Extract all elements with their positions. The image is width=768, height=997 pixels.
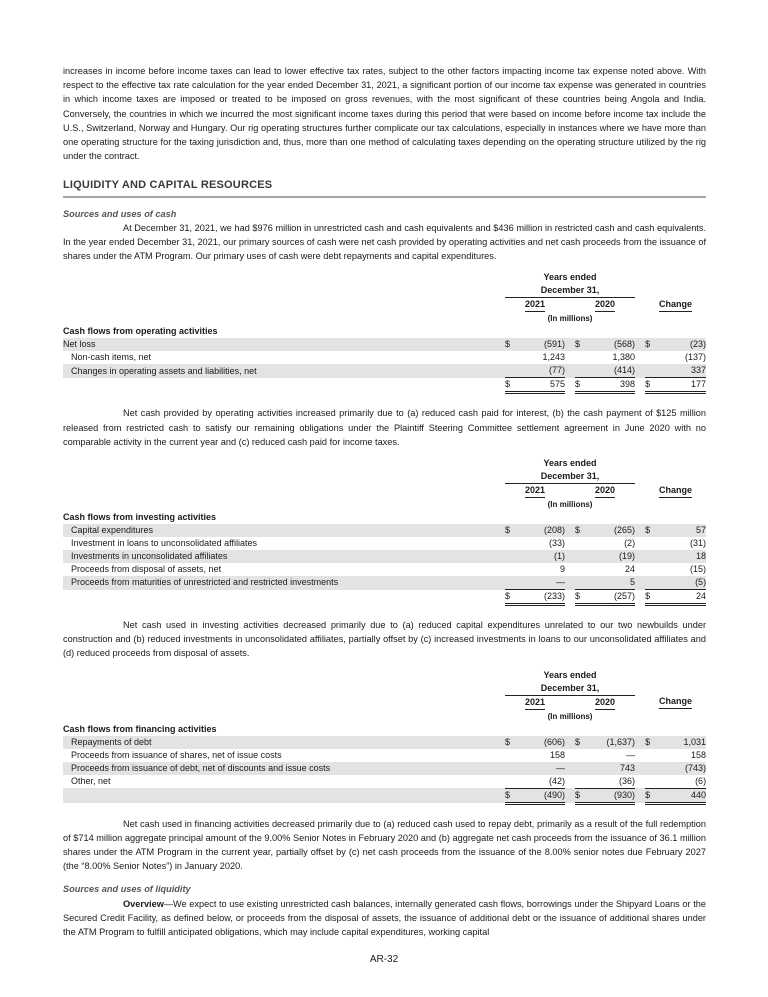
currency-symbol xyxy=(505,550,515,563)
cell-value: (591) xyxy=(515,338,565,351)
currency-symbol: $ xyxy=(505,736,515,749)
total-row xyxy=(63,590,706,605)
row-label: Proceeds from disposal of assets, net xyxy=(71,564,222,575)
operating-paragraph: Net cash provided by operating activities increased primarily due to (a) reduced cash paid for interest, (b) the cash payment of $125 million released from restricted cash to satisfy our remaining obligations under the Plaintiff Steering Committee settlement agreement in June 2020 with no comparable activity in the current year and (c) reduced cash paid for income taxes. xyxy=(63,408,706,447)
row-label: Proceeds from issuance of shares, net of issue costs xyxy=(71,749,282,760)
cell-value: — xyxy=(626,749,636,760)
currency-symbol xyxy=(575,364,585,378)
currency-symbol xyxy=(575,351,585,364)
cell-value: 1,031 xyxy=(655,736,706,749)
currency-symbol xyxy=(575,749,585,762)
row-label: Non-cash items, net xyxy=(71,352,152,363)
total-value: 177 xyxy=(655,378,706,393)
currency-symbol xyxy=(575,550,585,563)
table-row xyxy=(63,576,706,590)
cell-value: (743) xyxy=(655,762,706,775)
in-millions-label: (In millions) xyxy=(547,500,593,510)
year-2020-header: 2020 xyxy=(595,298,615,312)
year-2021-header: 2021 xyxy=(525,298,545,312)
cell-value: 158 xyxy=(549,749,565,760)
currency-symbol: $ xyxy=(645,736,655,749)
financing-cash-flow-table xyxy=(63,669,706,805)
cell-value: (42) xyxy=(548,775,565,786)
currency-symbol xyxy=(505,351,515,364)
currency-symbol: $ xyxy=(505,378,515,393)
years-ended-label: Years ended xyxy=(543,458,597,469)
financing-paragraph: Net cash used in financing activities decreased primarily due to (a) reduced cash used to repay debt, primarily as a result of the full redemption of $714 million aggregate principal amount of the 9.00% Senior Notes in February 2020 and (b) aggregate net cash proceeds from the issuance of 36.1 million shares under the ATM Program in the current year, partially offset by (c) net cash proceeds from the issuance of the 8.00% senior notes due February 2027 (the “8.00% Senior Notes”) in January 2020. xyxy=(63,818,706,872)
currency-symbol xyxy=(645,364,655,378)
table-row xyxy=(63,762,706,775)
table-row xyxy=(63,749,706,762)
currency-symbol: $ xyxy=(505,590,515,605)
december-label: December 31, xyxy=(505,682,635,696)
total-value: 398 xyxy=(585,378,635,393)
currency-symbol xyxy=(575,775,585,789)
cell-value: 1,243 xyxy=(542,352,565,363)
cell-value: — xyxy=(515,762,565,775)
in-millions-label: (In millions) xyxy=(547,314,593,324)
sources-cash-paragraph: At December 31, 2021, we had $976 million in unrestricted cash and cash equivalents and $436 million in restricted cash and cash equivalents. In the year ended December 31, 2021, our primary sources of cash were net cash provided by operating activities and net cash proceeds from the issuance of shares under the ATM Program. Our primary uses of cash were debt repayments and capital expenditures. xyxy=(63,222,706,262)
row-label: Proceeds from issuance of debt, net of discounts and issue costs xyxy=(63,762,505,775)
cell-value: (15) xyxy=(690,564,707,575)
currency-symbol xyxy=(575,537,585,550)
year-2021-header: 2021 xyxy=(525,484,545,498)
year-2020-header: 2020 xyxy=(595,484,615,498)
cell-value: — xyxy=(515,576,565,590)
currency-symbol: $ xyxy=(505,338,515,351)
change-header: Change xyxy=(659,298,692,312)
cell-value: (1) xyxy=(515,550,565,563)
year-2021-header: 2021 xyxy=(525,696,545,710)
sources-cash-heading: Sources and uses of cash xyxy=(63,208,177,219)
overview-text: —We expect to use existing unrestricted cash balances, internally generated cash flows, borrowings under the Shipyard Loans or the Secured Credit Facility, as defined below, or proceeds from the disposal of assets, the issuance of additional debt or the issuance of additional shares under the ATM Program to fulfill anticipated obligations, which may include capital expenditures, working capital xyxy=(63,898,706,938)
table-row xyxy=(63,550,706,563)
cell-value: (568) xyxy=(585,338,635,351)
row-label: Investment in loans to unconsolidated affiliates xyxy=(71,538,257,549)
operating-cash-flow-table xyxy=(63,271,706,394)
currency-symbol: $ xyxy=(575,378,585,393)
row-label: Other, net xyxy=(71,775,111,786)
table-row xyxy=(63,736,706,749)
total-row xyxy=(63,788,706,803)
currency-symbol xyxy=(575,762,585,775)
currency-symbol: $ xyxy=(575,788,585,803)
operating-section-title: Cash flows from operating activities xyxy=(63,326,218,337)
cell-value: 337 xyxy=(655,364,706,378)
total-value: (233) xyxy=(515,590,565,605)
cell-value: (23) xyxy=(655,338,706,351)
cell-value: (2) xyxy=(624,538,636,549)
total-value: (930) xyxy=(585,788,635,803)
table-row xyxy=(63,338,706,351)
currency-symbol xyxy=(505,749,515,762)
table-row xyxy=(63,775,706,789)
table-row xyxy=(63,351,706,364)
cell-value: 158 xyxy=(691,749,707,760)
december-label: December 31, xyxy=(505,284,635,298)
cell-value: (5) xyxy=(655,576,706,590)
row-label: Proceeds from maturities of unrestricted and restricted investments xyxy=(63,576,505,590)
total-value: 24 xyxy=(655,590,706,605)
currency-symbol xyxy=(645,563,655,576)
currency-symbol: $ xyxy=(575,736,585,749)
currency-symbol: $ xyxy=(505,524,515,537)
row-label: Investments in unconsolidated affiliates xyxy=(63,550,505,563)
currency-symbol xyxy=(575,563,585,576)
document-page xyxy=(63,64,706,939)
cell-value: (414) xyxy=(585,364,635,378)
currency-symbol: $ xyxy=(645,338,655,351)
change-header: Change xyxy=(659,484,692,498)
currency-symbol xyxy=(645,762,655,775)
year-2020-header: 2020 xyxy=(595,696,615,710)
cell-value: (265) xyxy=(585,524,635,537)
page-number: AR-32 xyxy=(369,954,399,965)
currency-symbol: $ xyxy=(575,524,585,537)
years-ended-label: Years ended xyxy=(543,272,597,283)
cell-value: (606) xyxy=(515,736,565,749)
total-value: (490) xyxy=(515,788,565,803)
currency-symbol xyxy=(505,364,515,378)
december-label: December 31, xyxy=(505,470,635,484)
currency-symbol xyxy=(505,576,515,590)
cell-value: (31) xyxy=(690,538,707,549)
table-row xyxy=(63,524,706,537)
row-label: Net loss xyxy=(63,338,505,351)
cell-value: (36) xyxy=(619,775,636,786)
total-value: 575 xyxy=(515,378,565,393)
currency-symbol: $ xyxy=(645,378,655,393)
liquidity-overview-paragraph xyxy=(63,897,706,940)
cell-value: (1,637) xyxy=(585,736,635,749)
overview-label: Overview xyxy=(123,898,164,909)
total-value: (257) xyxy=(585,590,635,605)
currency-symbol xyxy=(575,576,585,590)
currency-symbol: $ xyxy=(505,788,515,803)
total-value: 440 xyxy=(655,788,706,803)
currency-symbol xyxy=(505,537,515,550)
cell-value: 24 xyxy=(625,564,636,575)
currency-symbol: $ xyxy=(575,338,585,351)
currency-symbol: $ xyxy=(645,788,655,803)
cell-value: (6) xyxy=(695,775,707,786)
cell-value: 18 xyxy=(655,550,706,563)
intro-paragraph: increases in income before income taxes can lead to lower effective tax rates, subject to the other factors impacting income tax expense noted above. With respect to the effective tax rate calculation for the year ended December 31, 2021, a significant portion of our income tax expense was generated in countries in which income taxes are imposed or treated to be imposed on gross revenues, with the most significant of these countries being Angola and India. Conversely, the countries in which we incurred the most significant income taxes during this period that were based on income before income tax include the U.S., Switzerland, Norway and Hungary. Our rig operating structures further complicate our tax calculations, especially in instances where we have more than one operating structure for the taxing jurisdiction and, thus, more than one method of calculating taxes depending on the operating structure utilized by the rig under the contract. xyxy=(63,66,706,162)
financing-header xyxy=(63,669,706,723)
investing-paragraph: Net cash used in investing activities decreased primarily due to (a) reduced capital expenditures unrelated to our two newbuilds under construction and (b) reduced investments in unconsolidated affiliates, partially offset by (c) increased investments in loans to our unconsolidated affiliates and (d) reduced proceeds from disposal of assets. xyxy=(63,620,706,659)
currency-symbol xyxy=(645,576,655,590)
financing-section-title: Cash flows from financing activities xyxy=(63,723,217,734)
years-ended-label: Years ended xyxy=(543,669,597,680)
total-row xyxy=(63,378,706,393)
currency-symbol xyxy=(645,749,655,762)
investing-cash-flow-table xyxy=(63,457,706,606)
currency-symbol xyxy=(505,563,515,576)
investing-header xyxy=(63,457,706,511)
cell-value: 9 xyxy=(559,564,565,575)
currency-symbol xyxy=(505,762,515,775)
currency-symbol: $ xyxy=(645,590,655,605)
table-row xyxy=(63,563,706,576)
cell-value: (208) xyxy=(515,524,565,537)
currency-symbol xyxy=(645,775,655,789)
currency-symbol xyxy=(645,537,655,550)
cell-value: 5 xyxy=(585,576,635,590)
cell-value: (137) xyxy=(685,352,707,363)
change-header: Change xyxy=(659,695,692,709)
currency-symbol xyxy=(645,550,655,563)
section-title: LIQUIDITY AND CAPITAL RESOURCES xyxy=(63,178,706,197)
currency-symbol: $ xyxy=(645,524,655,537)
cell-value: 1,380 xyxy=(612,352,636,363)
currency-symbol xyxy=(645,351,655,364)
investing-section-title: Cash flows from investing activities xyxy=(63,512,217,523)
currency-symbol xyxy=(505,775,515,789)
currency-symbol: $ xyxy=(575,590,585,605)
cell-value: (33) xyxy=(548,538,565,549)
row-label: Changes in operating assets and liabilities, net xyxy=(63,364,505,378)
table-row xyxy=(63,537,706,550)
cell-value: (77) xyxy=(515,364,565,378)
cell-value: 57 xyxy=(655,524,706,537)
table-row xyxy=(63,364,706,378)
cell-value: 743 xyxy=(585,762,635,775)
row-label: Capital expenditures xyxy=(63,524,505,537)
cell-value: (19) xyxy=(585,550,635,563)
in-millions-label: (In millions) xyxy=(547,711,593,721)
liquidity-heading: Sources and uses of liquidity xyxy=(63,884,191,895)
operating-header xyxy=(63,271,706,325)
row-label: Repayments of debt xyxy=(63,736,505,749)
